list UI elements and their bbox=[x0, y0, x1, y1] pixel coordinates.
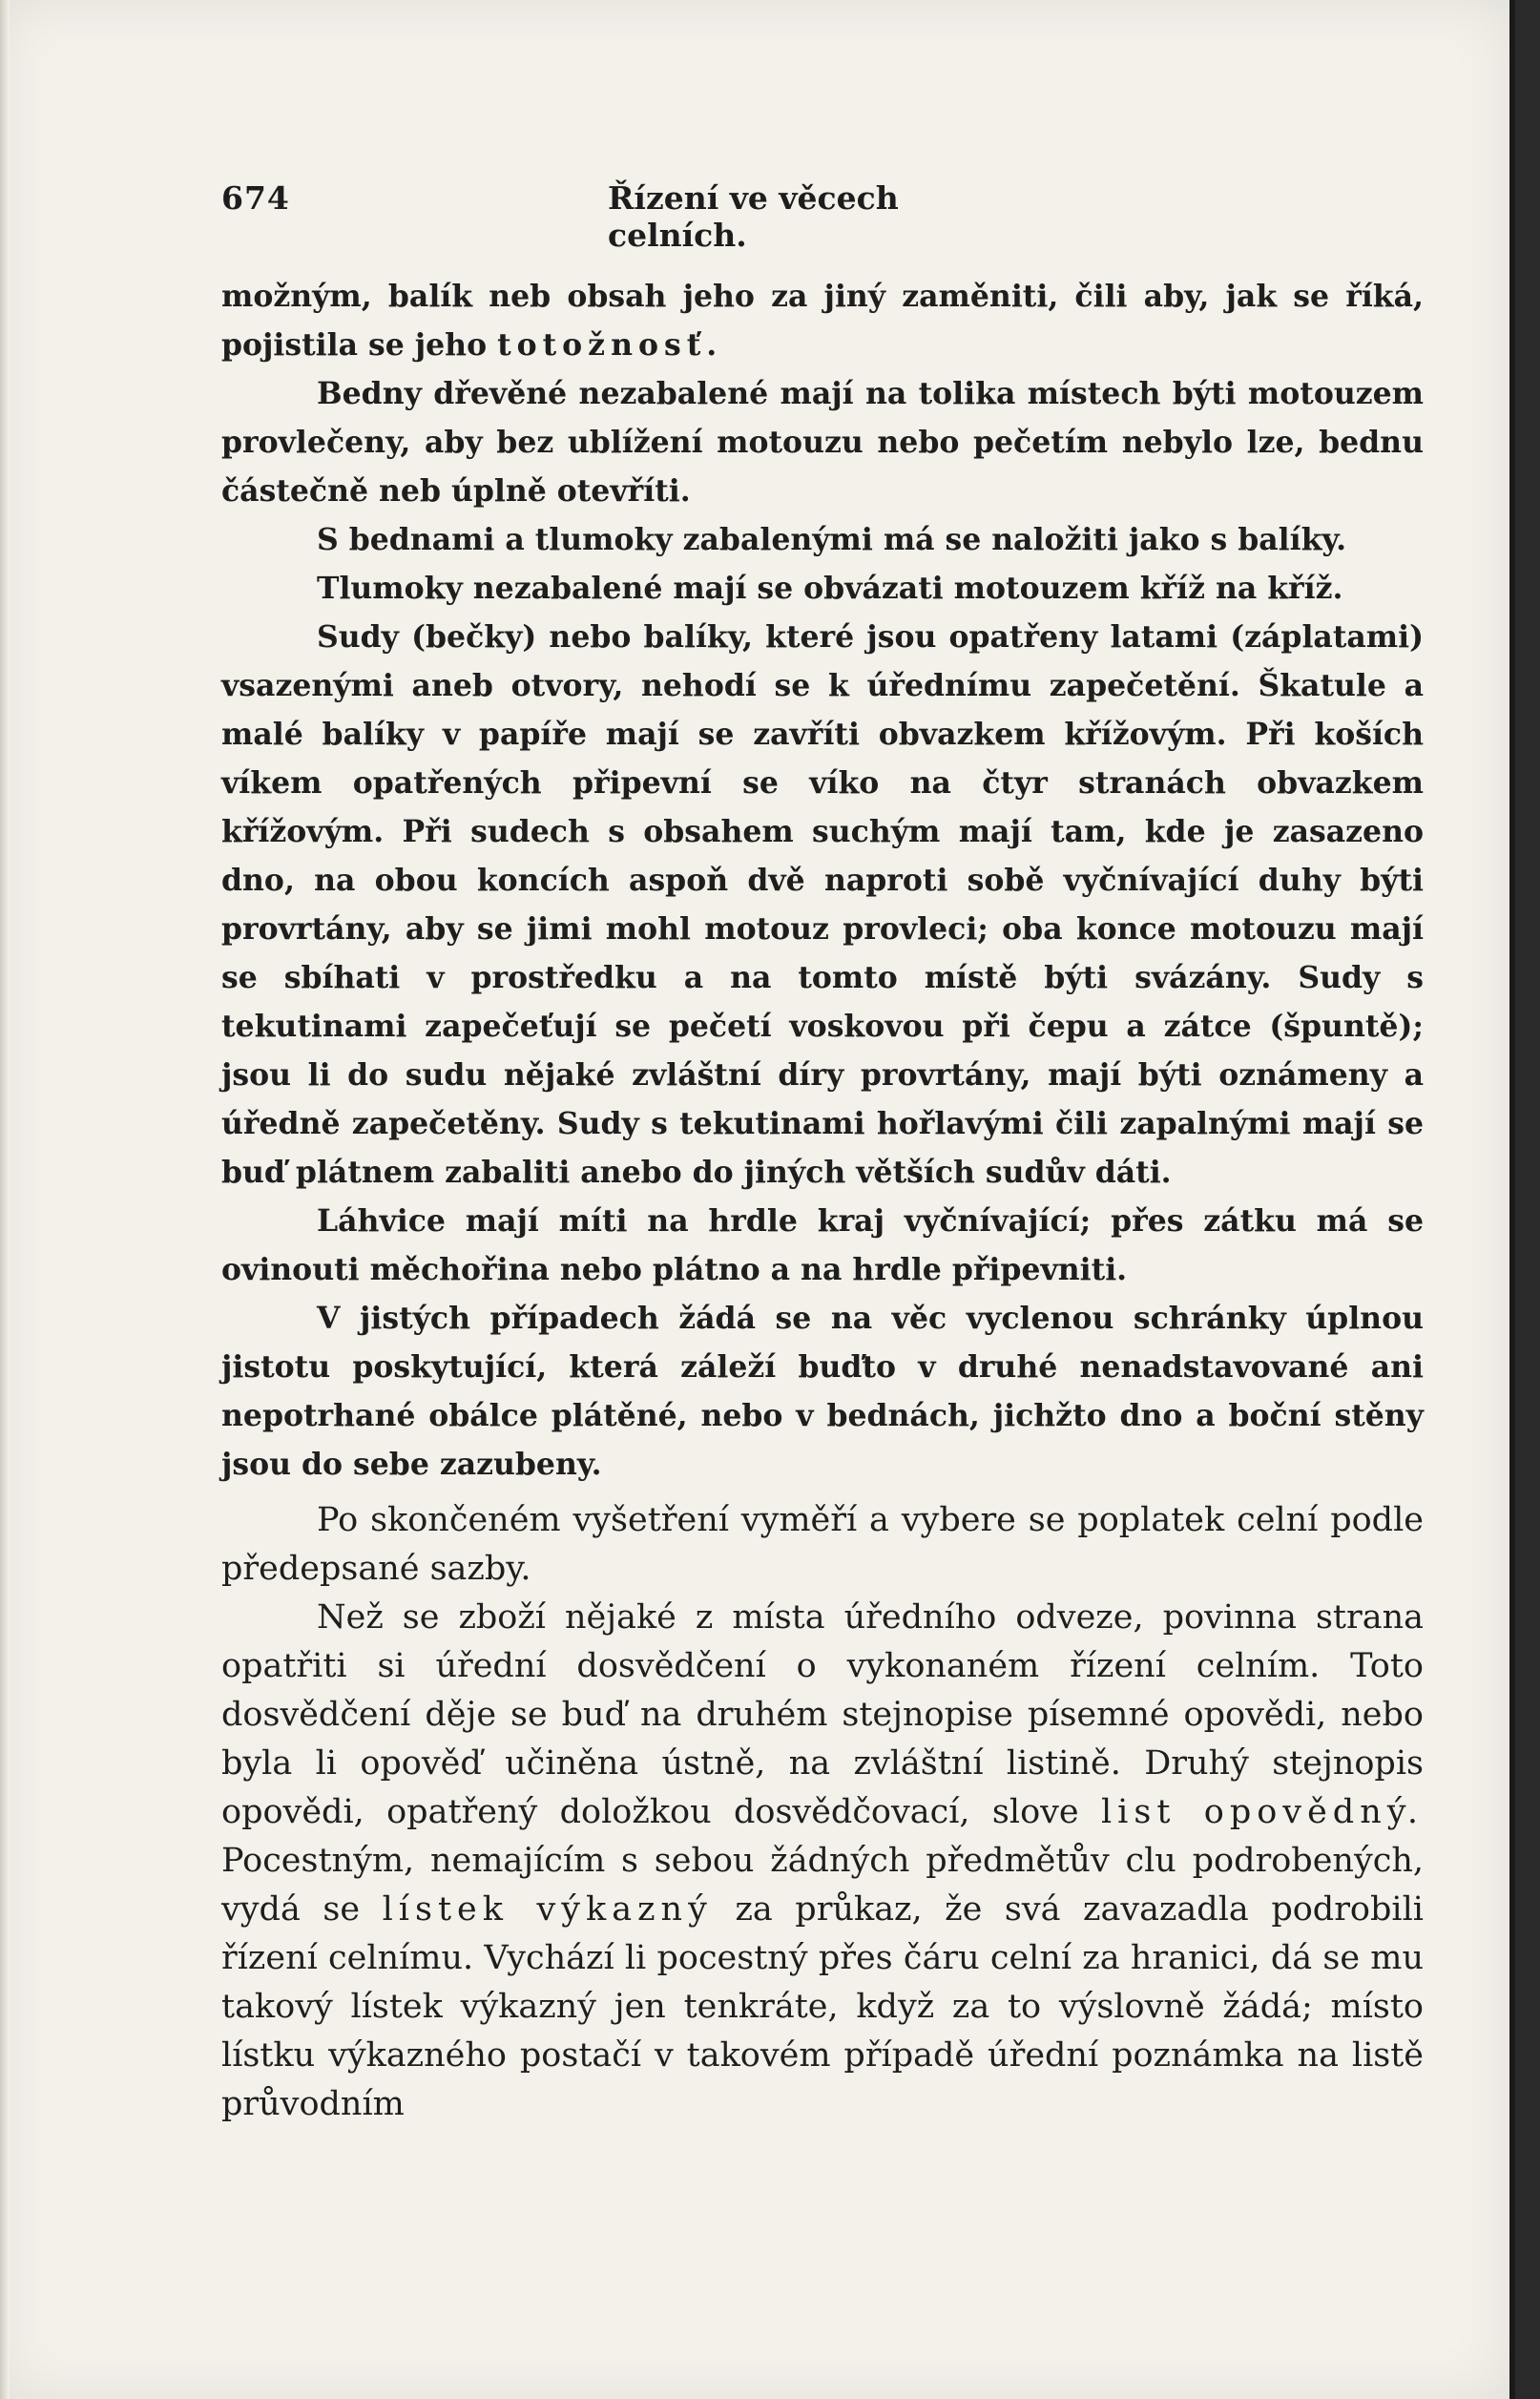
paragraph-3 bbox=[221, 515, 1424, 564]
paragraph-2 bbox=[221, 369, 1424, 515]
running-title: Řízení ve věcech celních. bbox=[608, 179, 899, 254]
emphasis-run: lístek výkazný bbox=[382, 1890, 713, 1929]
text-run: S bednami a tlumoky zabalenými má se naložiti jako s balíky. bbox=[317, 522, 1347, 557]
emphasis-run: list opovědný. bbox=[1100, 1793, 1424, 1831]
text-run: Bedny dřevěné nezabalené mají na tolika místech býti motouzem provlečeny, aby bez ublížení motouzu nebo pečetím nebylo lze, bednu částečně neb úplně otevříti. bbox=[221, 376, 1424, 509]
text-run: Pocestným, nemajícím s sebou žádných předmětův clu podrobených, vydá se bbox=[221, 1842, 1424, 1929]
text-run: Tlumoky nezabalené mají se obvázati motouzem kříž na kříž. bbox=[317, 571, 1343, 606]
paragraph-6 bbox=[221, 1197, 1424, 1294]
emphasis-run: totožnosť. bbox=[497, 327, 723, 363]
paragraph-1 bbox=[221, 272, 1424, 369]
text-run: Než se zboží nějaké z místa úředního odveze, povinna strana opatřiti si úřední dosvědčení o vykonaném řízení celním. Toto dosvědčení děje se buď na druhém stejnopise písemné opovědi, nebo byla li opověď učiněna ústně, na zvláštní listině. Druhý stejnopis opovědi, opatřený doložkou dosvědčovací, slove bbox=[221, 1598, 1424, 1831]
paragraph-7 bbox=[221, 1294, 1424, 1489]
text-run: Po skončeném vyšetření vyměří a vybere se poplatek celní podle předepsané sazby. bbox=[221, 1501, 1424, 1588]
page-body bbox=[221, 272, 1424, 2129]
page-header bbox=[221, 179, 1004, 254]
paragraph-8 bbox=[221, 1496, 1424, 1594]
page-edge bbox=[0, 0, 10, 2399]
text-block-upper bbox=[221, 272, 1424, 1489]
text-run: za průkaz, že svá zavazadla podrobili řízení celnímu. Vychází li pocestný přes čáru celní za hranici, dá se mu takový lístek výkazný jen tenkráte, když za to výslovně žádá; místo lístku výkazného postačí v takovém případě úřední poznámka na listě průvodním bbox=[221, 1890, 1424, 2123]
page-number: 674 bbox=[221, 179, 290, 217]
paragraph-9 bbox=[221, 1594, 1424, 2129]
text-run: Sudy (bečky) nebo balíky, které jsou opatřeny latami (záplatami) vsazenými aneb otvory, nehodí se k úřednímu zapečetění. Škatule a malé balíky v papíře mají se zavříti obvazkem křížovým. Při koších víkem opatřených připevní se víko na čtyr stranách obvazkem křížovým. Při sudech s obsahem suchým mají tam, kde je zasazeno dno, na obou koncích aspoň dvě naproti sobě vyčnívající duhy býti provrtány, aby se jimi mohl motouz provleci; oba konce motouzu mají se sbíhati v prostředku a na tomto místě býti svázány. Sudy s tekutinami zapečeťují se pečetí voskovou při čepu a zátce (špuntě); jsou li do sudu nějaké zvláštní díry provrtány, mají býti oznámeny a úředně zapečetěny. Sudy s tekutinami hořlavými čili zapalnými mají se buď plátnem zabaliti anebo do jiných větších sudův dáti. bbox=[221, 619, 1424, 1190]
text-run: možným, balík neb obsah jeho za jiný zaměniti, čili aby, jak se říká, pojistila se jeho bbox=[221, 279, 1424, 363]
paragraph-4 bbox=[221, 564, 1424, 613]
text-run: V jistých případech žádá se na věc vyclenou schránky úplnou jistotu poskytující, která záleží buďto v druhé nenadstavované ani nepotrhané obálce plátěné, nebo v bednách, jichžto dno a boční stěny jsou do sebe zazubeny. bbox=[221, 1301, 1424, 1482]
paragraph-5 bbox=[221, 613, 1424, 1197]
text-run: Láhvice mají míti na hrdle kraj vyčnívající; přes zátku má se ovinouti měchořina nebo plátno a na hrdle připevniti. bbox=[221, 1203, 1424, 1287]
text-block-lower bbox=[221, 1496, 1424, 2129]
